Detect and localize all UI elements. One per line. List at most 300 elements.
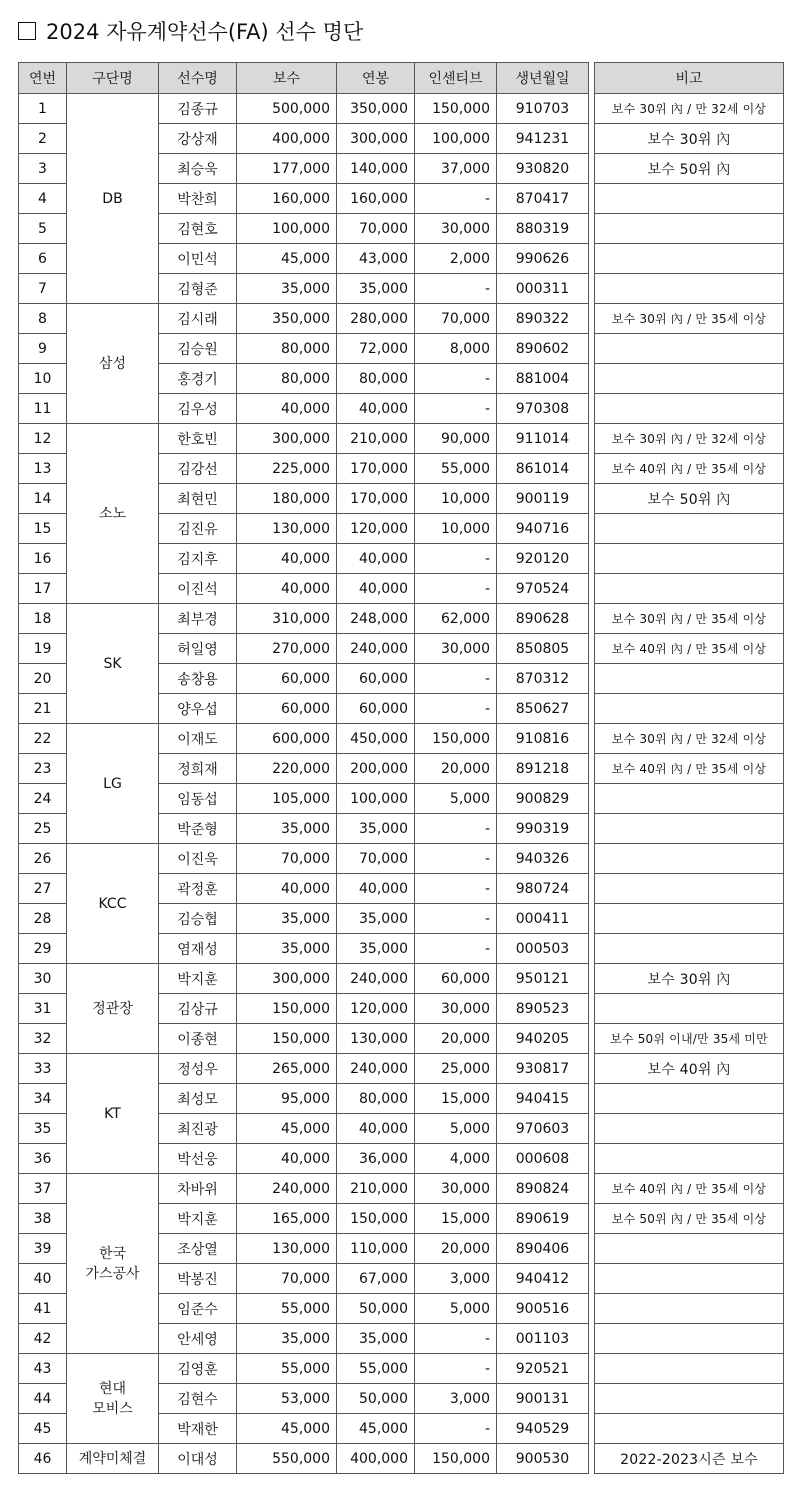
cell-pay: 350,000 xyxy=(237,304,337,334)
cell-pay: 130,000 xyxy=(237,514,337,544)
cell-no: 38 xyxy=(19,1204,67,1234)
cell-player-name: 김상규 xyxy=(159,994,237,1024)
cell-note xyxy=(595,844,784,874)
cell-player-name: 양우섭 xyxy=(159,694,237,724)
cell-pay: 40,000 xyxy=(237,874,337,904)
cell-note xyxy=(595,814,784,844)
cell-player-name: 최부경 xyxy=(159,604,237,634)
cell-note xyxy=(595,664,784,694)
header-team: 구단명 xyxy=(67,63,159,94)
cell-no: 17 xyxy=(19,574,67,604)
cell-note: 보수 30위 內 xyxy=(595,124,784,154)
cell-note: 보수 40위 內 / 만 35세 이상 xyxy=(595,634,784,664)
cell-incentive: 60,000 xyxy=(415,964,497,994)
cell-note: 보수 50위 內 / 만 35세 이상 xyxy=(595,1204,784,1234)
cell-no: 15 xyxy=(19,514,67,544)
cell-incentive: 90,000 xyxy=(415,424,497,454)
cell-note xyxy=(595,694,784,724)
cell-no: 42 xyxy=(19,1324,67,1354)
cell-pay: 40,000 xyxy=(237,1144,337,1174)
cell-player-name: 김종규 xyxy=(159,94,237,124)
cell-note: 보수 40위 內 xyxy=(595,1054,784,1084)
header-birthdate: 생년월일 xyxy=(497,63,589,94)
cell-incentive: 5,000 xyxy=(415,1114,497,1144)
cell-no: 33 xyxy=(19,1054,67,1084)
cell-note xyxy=(595,874,784,904)
cell-no: 27 xyxy=(19,874,67,904)
cell-note: 보수 40위 內 / 만 35세 이상 xyxy=(595,1174,784,1204)
cell-note xyxy=(595,184,784,214)
cell-birthdate: 890322 xyxy=(497,304,589,334)
header-row xyxy=(19,63,784,94)
cell-player-name: 김영훈 xyxy=(159,1354,237,1384)
cell-pay: 35,000 xyxy=(237,274,337,304)
cell-birthdate: 910703 xyxy=(497,94,589,124)
cell-pay: 600,000 xyxy=(237,724,337,754)
cell-player-name: 박지훈 xyxy=(159,1204,237,1234)
cell-no: 26 xyxy=(19,844,67,874)
table-row xyxy=(19,844,784,874)
cell-incentive: - xyxy=(415,394,497,424)
table-row xyxy=(19,1174,784,1204)
cell-incentive: 2,000 xyxy=(415,244,497,274)
cell-no: 37 xyxy=(19,1174,67,1204)
cell-player-name: 김시래 xyxy=(159,304,237,334)
cell-pay: 35,000 xyxy=(237,1324,337,1354)
cell-pay: 40,000 xyxy=(237,394,337,424)
cell-birthdate: 920521 xyxy=(497,1354,589,1384)
cell-salary: 50,000 xyxy=(337,1294,415,1324)
cell-no: 7 xyxy=(19,274,67,304)
cell-birthdate: 910816 xyxy=(497,724,589,754)
cell-salary: 240,000 xyxy=(337,1054,415,1084)
cell-pay: 300,000 xyxy=(237,424,337,454)
cell-team: DB xyxy=(67,94,159,304)
table-row xyxy=(19,1054,784,1084)
cell-salary: 120,000 xyxy=(337,514,415,544)
title-text: 2024 자유계약선수(FA) 선수 명단 xyxy=(46,20,364,44)
cell-incentive: 150,000 xyxy=(415,724,497,754)
cell-incentive: - xyxy=(415,904,497,934)
cell-no: 1 xyxy=(19,94,67,124)
cell-note xyxy=(595,514,784,544)
cell-player-name: 이진석 xyxy=(159,574,237,604)
cell-incentive: - xyxy=(415,1414,497,1444)
cell-salary: 50,000 xyxy=(337,1384,415,1414)
cell-birthdate: 890619 xyxy=(497,1204,589,1234)
cell-incentive: 37,000 xyxy=(415,154,497,184)
cell-player-name: 임동섭 xyxy=(159,784,237,814)
cell-birthdate: 941231 xyxy=(497,124,589,154)
cell-no: 5 xyxy=(19,214,67,244)
cell-no: 16 xyxy=(19,544,67,574)
cell-player-name: 한호빈 xyxy=(159,424,237,454)
cell-player-name: 김승협 xyxy=(159,904,237,934)
cell-pay: 70,000 xyxy=(237,844,337,874)
cell-no: 24 xyxy=(19,784,67,814)
cell-incentive: 5,000 xyxy=(415,784,497,814)
cell-no: 4 xyxy=(19,184,67,214)
cell-birthdate: 881004 xyxy=(497,364,589,394)
cell-player-name: 최성모 xyxy=(159,1084,237,1114)
cell-pay: 55,000 xyxy=(237,1354,337,1384)
cell-salary: 40,000 xyxy=(337,874,415,904)
cell-note xyxy=(595,1234,784,1264)
cell-note xyxy=(595,904,784,934)
cell-pay: 177,000 xyxy=(237,154,337,184)
cell-pay: 180,000 xyxy=(237,484,337,514)
cell-no: 36 xyxy=(19,1144,67,1174)
cell-player-name: 홍경기 xyxy=(159,364,237,394)
cell-incentive: - xyxy=(415,364,497,394)
cell-note xyxy=(595,1294,784,1324)
cell-birthdate: 970603 xyxy=(497,1114,589,1144)
cell-no: 21 xyxy=(19,694,67,724)
cell-birthdate: 900119 xyxy=(497,484,589,514)
cell-pay: 53,000 xyxy=(237,1384,337,1414)
cell-no: 19 xyxy=(19,634,67,664)
cell-note xyxy=(595,994,784,1024)
cell-note: 보수 50위 內 xyxy=(595,484,784,514)
cell-birthdate: 880319 xyxy=(497,214,589,244)
cell-no: 28 xyxy=(19,904,67,934)
cell-no: 3 xyxy=(19,154,67,184)
cell-incentive: 20,000 xyxy=(415,1234,497,1264)
cell-player-name: 박찬희 xyxy=(159,184,237,214)
cell-salary: 350,000 xyxy=(337,94,415,124)
cell-note: 보수 30위 內 / 만 32세 이상 xyxy=(595,724,784,754)
cell-team: 계약미체결 xyxy=(67,1444,159,1474)
cell-incentive: 62,000 xyxy=(415,604,497,634)
cell-player-name: 안세영 xyxy=(159,1324,237,1354)
cell-salary: 43,000 xyxy=(337,244,415,274)
table-row xyxy=(19,964,784,994)
cell-note: 보수 40위 內 / 만 35세 이상 xyxy=(595,754,784,784)
cell-no: 31 xyxy=(19,994,67,1024)
cell-salary: 300,000 xyxy=(337,124,415,154)
cell-salary: 36,000 xyxy=(337,1144,415,1174)
cell-birthdate: 890602 xyxy=(497,334,589,364)
cell-note xyxy=(595,784,784,814)
cell-birthdate: 890824 xyxy=(497,1174,589,1204)
cell-birthdate: 000503 xyxy=(497,934,589,964)
cell-player-name: 김강선 xyxy=(159,454,237,484)
cell-pay: 400,000 xyxy=(237,124,337,154)
cell-pay: 60,000 xyxy=(237,694,337,724)
cell-player-name: 송창용 xyxy=(159,664,237,694)
cell-incentive: 3,000 xyxy=(415,1264,497,1294)
cell-pay: 35,000 xyxy=(237,814,337,844)
table-row xyxy=(19,1444,784,1474)
cell-incentive: - xyxy=(415,814,497,844)
cell-no: 35 xyxy=(19,1114,67,1144)
cell-birthdate: 000608 xyxy=(497,1144,589,1174)
cell-note xyxy=(595,214,784,244)
cell-birthdate: 970308 xyxy=(497,394,589,424)
cell-note: 보수 50위 이내/만 35세 미만 xyxy=(595,1024,784,1054)
cell-no: 32 xyxy=(19,1024,67,1054)
cell-salary: 60,000 xyxy=(337,694,415,724)
cell-pay: 60,000 xyxy=(237,664,337,694)
cell-no: 29 xyxy=(19,934,67,964)
cell-player-name: 최현민 xyxy=(159,484,237,514)
cell-salary: 35,000 xyxy=(337,904,415,934)
cell-note xyxy=(595,574,784,604)
cell-birthdate: 870417 xyxy=(497,184,589,214)
cell-player-name: 이재도 xyxy=(159,724,237,754)
cell-player-name: 김진유 xyxy=(159,514,237,544)
cell-note xyxy=(595,244,784,274)
cell-incentive: 70,000 xyxy=(415,304,497,334)
cell-birthdate: 850805 xyxy=(497,634,589,664)
cell-birthdate: 930820 xyxy=(497,154,589,184)
cell-salary: 210,000 xyxy=(337,424,415,454)
cell-team: 한국 가스공사 xyxy=(67,1174,159,1354)
header-note: 비고 xyxy=(595,63,784,94)
cell-no: 10 xyxy=(19,364,67,394)
cell-pay: 265,000 xyxy=(237,1054,337,1084)
cell-birthdate: 900829 xyxy=(497,784,589,814)
cell-incentive: 15,000 xyxy=(415,1204,497,1234)
cell-birthdate: 940716 xyxy=(497,514,589,544)
cell-note: 보수 30위 內 / 만 32세 이상 xyxy=(595,94,784,124)
cell-pay: 70,000 xyxy=(237,1264,337,1294)
cell-player-name: 박재한 xyxy=(159,1414,237,1444)
cell-team: SK xyxy=(67,604,159,724)
cell-no: 13 xyxy=(19,454,67,484)
cell-incentive: 3,000 xyxy=(415,1384,497,1414)
cell-birthdate: 000311 xyxy=(497,274,589,304)
cell-birthdate: 000411 xyxy=(497,904,589,934)
cell-player-name: 차바위 xyxy=(159,1174,237,1204)
cell-player-name: 김우성 xyxy=(159,394,237,424)
cell-player-name: 이진욱 xyxy=(159,844,237,874)
cell-note xyxy=(595,334,784,364)
cell-incentive: 4,000 xyxy=(415,1144,497,1174)
cell-no: 9 xyxy=(19,334,67,364)
cell-note: 보수 30위 內 / 만 35세 이상 xyxy=(595,304,784,334)
cell-pay: 150,000 xyxy=(237,1024,337,1054)
header-player: 선수명 xyxy=(159,63,237,94)
cell-player-name: 김승원 xyxy=(159,334,237,364)
table-row xyxy=(19,604,784,634)
cell-note xyxy=(595,1114,784,1144)
cell-salary: 248,000 xyxy=(337,604,415,634)
cell-incentive: 5,000 xyxy=(415,1294,497,1324)
cell-salary: 450,000 xyxy=(337,724,415,754)
cell-player-name: 김지후 xyxy=(159,544,237,574)
cell-no: 40 xyxy=(19,1264,67,1294)
cell-player-name: 조상열 xyxy=(159,1234,237,1264)
cell-birthdate: 940326 xyxy=(497,844,589,874)
cell-salary: 70,000 xyxy=(337,844,415,874)
cell-birthdate: 950121 xyxy=(497,964,589,994)
table-row xyxy=(19,724,784,754)
cell-note: 보수 30위 內 / 만 35세 이상 xyxy=(595,604,784,634)
cell-birthdate: 990319 xyxy=(497,814,589,844)
cell-no: 22 xyxy=(19,724,67,754)
cell-no: 45 xyxy=(19,1414,67,1444)
cell-incentive: 100,000 xyxy=(415,124,497,154)
cell-pay: 40,000 xyxy=(237,544,337,574)
cell-note xyxy=(595,544,784,574)
cell-no: 6 xyxy=(19,244,67,274)
header-no: 연번 xyxy=(19,63,67,94)
cell-incentive: 30,000 xyxy=(415,994,497,1024)
cell-pay: 95,000 xyxy=(237,1084,337,1114)
cell-birthdate: 940415 xyxy=(497,1084,589,1114)
cell-no: 23 xyxy=(19,754,67,784)
cell-incentive: 55,000 xyxy=(415,454,497,484)
cell-no: 2 xyxy=(19,124,67,154)
cell-pay: 45,000 xyxy=(237,1414,337,1444)
cell-birthdate: 861014 xyxy=(497,454,589,484)
cell-birthdate: 940529 xyxy=(497,1414,589,1444)
cell-incentive: - xyxy=(415,574,497,604)
cell-salary: 240,000 xyxy=(337,964,415,994)
cell-pay: 35,000 xyxy=(237,904,337,934)
cell-salary: 40,000 xyxy=(337,394,415,424)
cell-incentive: 8,000 xyxy=(415,334,497,364)
cell-incentive: - xyxy=(415,694,497,724)
cell-no: 8 xyxy=(19,304,67,334)
cell-pay: 240,000 xyxy=(237,1174,337,1204)
cell-player-name: 박선웅 xyxy=(159,1144,237,1174)
cell-salary: 150,000 xyxy=(337,1204,415,1234)
table-body xyxy=(19,94,784,1474)
cell-incentive: - xyxy=(415,1354,497,1384)
cell-player-name: 최진광 xyxy=(159,1114,237,1144)
cell-salary: 240,000 xyxy=(337,634,415,664)
cell-salary: 110,000 xyxy=(337,1234,415,1264)
cell-pay: 35,000 xyxy=(237,934,337,964)
cell-no: 46 xyxy=(19,1444,67,1474)
cell-pay: 130,000 xyxy=(237,1234,337,1264)
cell-note: 보수 30위 內 / 만 32세 이상 xyxy=(595,424,784,454)
cell-note: 2022-2023시즌 보수 xyxy=(595,1444,784,1474)
cell-no: 34 xyxy=(19,1084,67,1114)
cell-salary: 67,000 xyxy=(337,1264,415,1294)
cell-salary: 45,000 xyxy=(337,1414,415,1444)
cell-incentive: 150,000 xyxy=(415,94,497,124)
cell-note: 보수 30위 內 xyxy=(595,964,784,994)
cell-salary: 280,000 xyxy=(337,304,415,334)
cell-birthdate: 900516 xyxy=(497,1294,589,1324)
checkbox-square-icon xyxy=(18,22,36,40)
cell-team: KT xyxy=(67,1054,159,1174)
cell-birthdate: 970524 xyxy=(497,574,589,604)
cell-birthdate: 870312 xyxy=(497,664,589,694)
cell-note xyxy=(595,1084,784,1114)
cell-salary: 40,000 xyxy=(337,574,415,604)
cell-team: LG xyxy=(67,724,159,844)
cell-note xyxy=(595,1414,784,1444)
cell-incentive: 30,000 xyxy=(415,1174,497,1204)
cell-salary: 140,000 xyxy=(337,154,415,184)
cell-birthdate: 920120 xyxy=(497,544,589,574)
cell-incentive: - xyxy=(415,934,497,964)
cell-pay: 80,000 xyxy=(237,364,337,394)
cell-player-name: 박준형 xyxy=(159,814,237,844)
cell-note xyxy=(595,1144,784,1174)
cell-incentive: - xyxy=(415,664,497,694)
cell-pay: 45,000 xyxy=(237,244,337,274)
header-salary: 연봉 xyxy=(337,63,415,94)
cell-no: 39 xyxy=(19,1234,67,1264)
cell-pay: 270,000 xyxy=(237,634,337,664)
cell-player-name: 김형준 xyxy=(159,274,237,304)
cell-birthdate: 890628 xyxy=(497,604,589,634)
table-row xyxy=(19,424,784,454)
cell-pay: 500,000 xyxy=(237,94,337,124)
table-row xyxy=(19,1354,784,1384)
cell-team: 삼성 xyxy=(67,304,159,424)
cell-salary: 35,000 xyxy=(337,1324,415,1354)
cell-salary: 60,000 xyxy=(337,664,415,694)
cell-player-name: 곽정훈 xyxy=(159,874,237,904)
cell-pay: 550,000 xyxy=(237,1444,337,1474)
cell-pay: 45,000 xyxy=(237,1114,337,1144)
cell-player-name: 강상재 xyxy=(159,124,237,154)
cell-note: 보수 50위 內 xyxy=(595,154,784,184)
cell-salary: 200,000 xyxy=(337,754,415,784)
cell-pay: 55,000 xyxy=(237,1294,337,1324)
cell-salary: 40,000 xyxy=(337,544,415,574)
cell-player-name: 이종현 xyxy=(159,1024,237,1054)
cell-salary: 100,000 xyxy=(337,784,415,814)
cell-note xyxy=(595,1354,784,1384)
cell-incentive: 20,000 xyxy=(415,754,497,784)
cell-incentive: - xyxy=(415,1324,497,1354)
cell-no: 25 xyxy=(19,814,67,844)
cell-player-name: 허일영 xyxy=(159,634,237,664)
table-row xyxy=(19,94,784,124)
cell-note xyxy=(595,364,784,394)
cell-no: 11 xyxy=(19,394,67,424)
cell-salary: 160,000 xyxy=(337,184,415,214)
cell-player-name: 박지훈 xyxy=(159,964,237,994)
cell-salary: 120,000 xyxy=(337,994,415,1024)
cell-salary: 55,000 xyxy=(337,1354,415,1384)
cell-salary: 35,000 xyxy=(337,274,415,304)
cell-incentive: 10,000 xyxy=(415,484,497,514)
cell-no: 43 xyxy=(19,1354,67,1384)
fa-player-table xyxy=(18,62,784,1474)
cell-salary: 80,000 xyxy=(337,1084,415,1114)
cell-note xyxy=(595,1264,784,1294)
cell-birthdate: 900131 xyxy=(497,1384,589,1414)
cell-birthdate: 940205 xyxy=(497,1024,589,1054)
cell-incentive: - xyxy=(415,874,497,904)
cell-pay: 40,000 xyxy=(237,574,337,604)
cell-note: 보수 40위 內 / 만 35세 이상 xyxy=(595,454,784,484)
cell-birthdate: 850627 xyxy=(497,694,589,724)
cell-pay: 100,000 xyxy=(237,214,337,244)
header-incentive: 인센티브 xyxy=(415,63,497,94)
cell-birthdate: 890406 xyxy=(497,1234,589,1264)
cell-note xyxy=(595,934,784,964)
cell-pay: 225,000 xyxy=(237,454,337,484)
cell-birthdate: 990626 xyxy=(497,244,589,274)
cell-salary: 130,000 xyxy=(337,1024,415,1054)
cell-salary: 210,000 xyxy=(337,1174,415,1204)
cell-no: 12 xyxy=(19,424,67,454)
cell-player-name: 정희재 xyxy=(159,754,237,784)
cell-salary: 70,000 xyxy=(337,214,415,244)
cell-incentive: 150,000 xyxy=(415,1444,497,1474)
cell-player-name: 정성우 xyxy=(159,1054,237,1084)
cell-no: 41 xyxy=(19,1294,67,1324)
